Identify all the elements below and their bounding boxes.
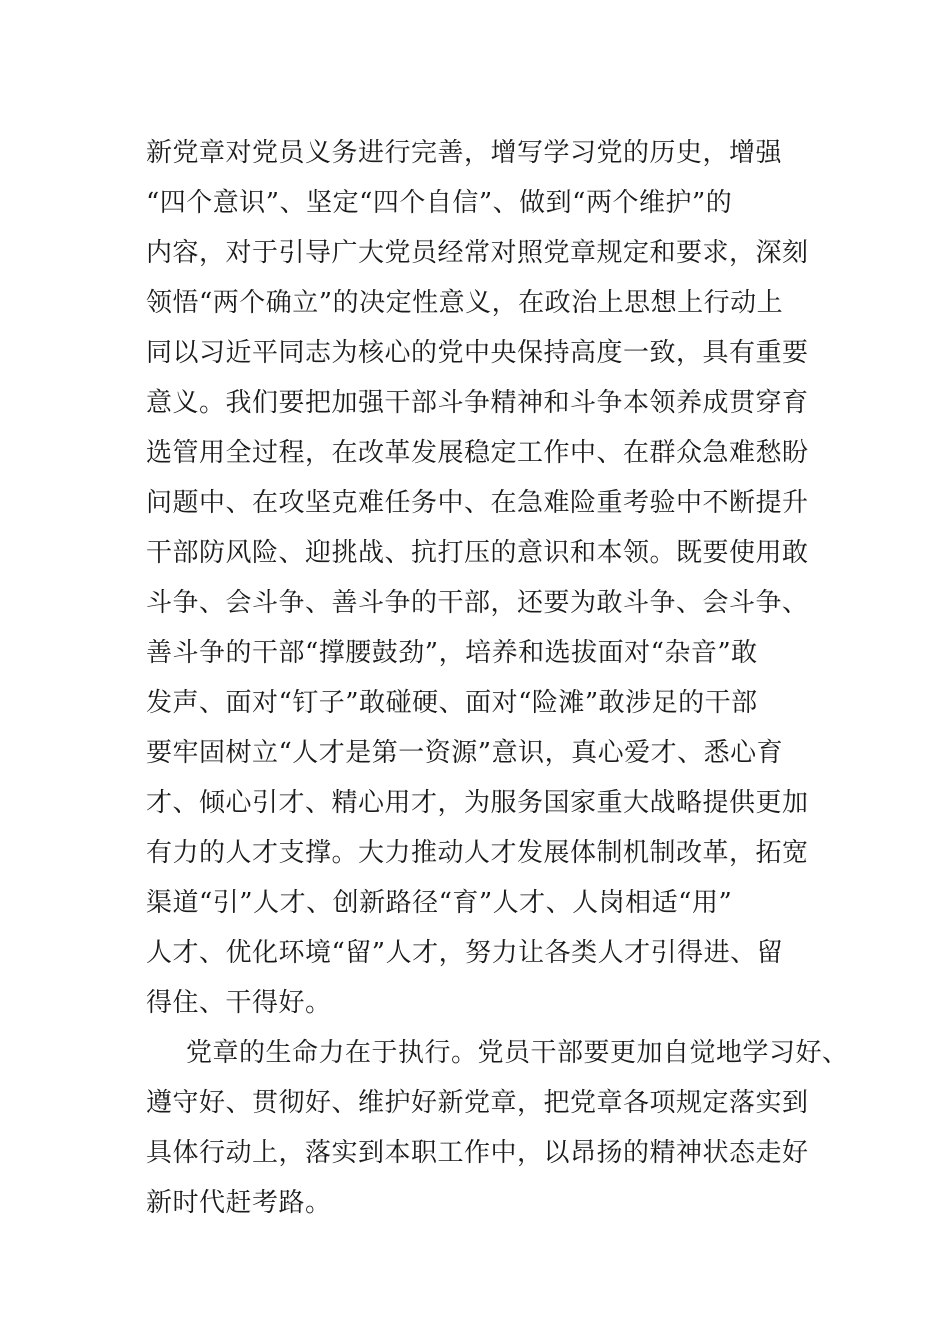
paragraph-line: 斗争、会斗争、善斗争的干部，还要为敢斗争、会斗争、 <box>146 588 809 618</box>
paragraph-line: “四个意识”、坚定“四个自信”、做到“两个维护”的 <box>146 188 733 218</box>
paragraph-line: 要牢固树立“人才是第一资源”意识，真心爱才、悉心育 <box>146 738 784 768</box>
paragraph-line: 内容，对于引导广大党员经常对照党章规定和要求，深刻 <box>146 238 809 268</box>
paragraph-line: 新时代赶考路。 <box>146 1188 332 1218</box>
paragraph-line: 善斗争的干部“撑腰鼓劲”，培养和选拔面对“杂音”敢 <box>146 638 758 668</box>
paragraph-1 <box>146 128 826 1028</box>
paragraph-line: 有力的人才支撑。大力推动人才发展体制机制改革，拓宽 <box>146 838 809 868</box>
paragraph-line: 领悟“两个确立”的决定性意义，在政治上思想上行动上 <box>146 288 784 318</box>
paragraph-line: 渠道“引”人才、创新路径“育”人才、人岗相适“用” <box>146 888 733 918</box>
paragraph-line: 人才、优化环境“留”人才，努力让各类人才引得进、留 <box>146 938 784 968</box>
paragraph-line: 发声、面对“钉子”敢碰硬、面对“险滩”敢涉足的干部 <box>146 688 758 718</box>
paragraph-line: 问题中、在攻坚克难任务中、在急难险重考验中不断提升 <box>146 488 809 518</box>
paragraph-line: 遵守好、贯彻好、维护好新党章，把党章各项规定落实到 <box>146 1088 809 1118</box>
paragraph-line: 意义。我们要把加强干部斗争精神和斗争本领养成贯穿育 <box>146 388 809 418</box>
paragraph-line: 才、倾心引才、精心用才，为服务国家重大战略提供更加 <box>146 788 809 818</box>
paragraph-line: 选管用全过程，在改革发展稳定工作中、在群众急难愁盼 <box>146 438 809 468</box>
paragraph-line: 得住、干得好。 <box>146 988 332 1018</box>
paragraph-line: 新党章对党员义务进行完善，增写学习党的历史，增强 <box>146 138 783 168</box>
paragraph-line: 具体行动上，落实到本职工作中，以昂扬的精神状态走好 <box>146 1138 809 1168</box>
paragraph-line: 同以习近平同志为核心的党中央保持高度一致，具有重要 <box>146 338 809 368</box>
document-body <box>146 128 849 1228</box>
paragraph-line: 干部防风险、迎挑战、抗打压的意识和本领。既要使用敢 <box>146 538 809 568</box>
paragraph-line: 党章的生命力在于执行。党员干部要更加自觉地学习好、 <box>186 1038 849 1068</box>
paragraph-2 <box>146 1028 849 1228</box>
